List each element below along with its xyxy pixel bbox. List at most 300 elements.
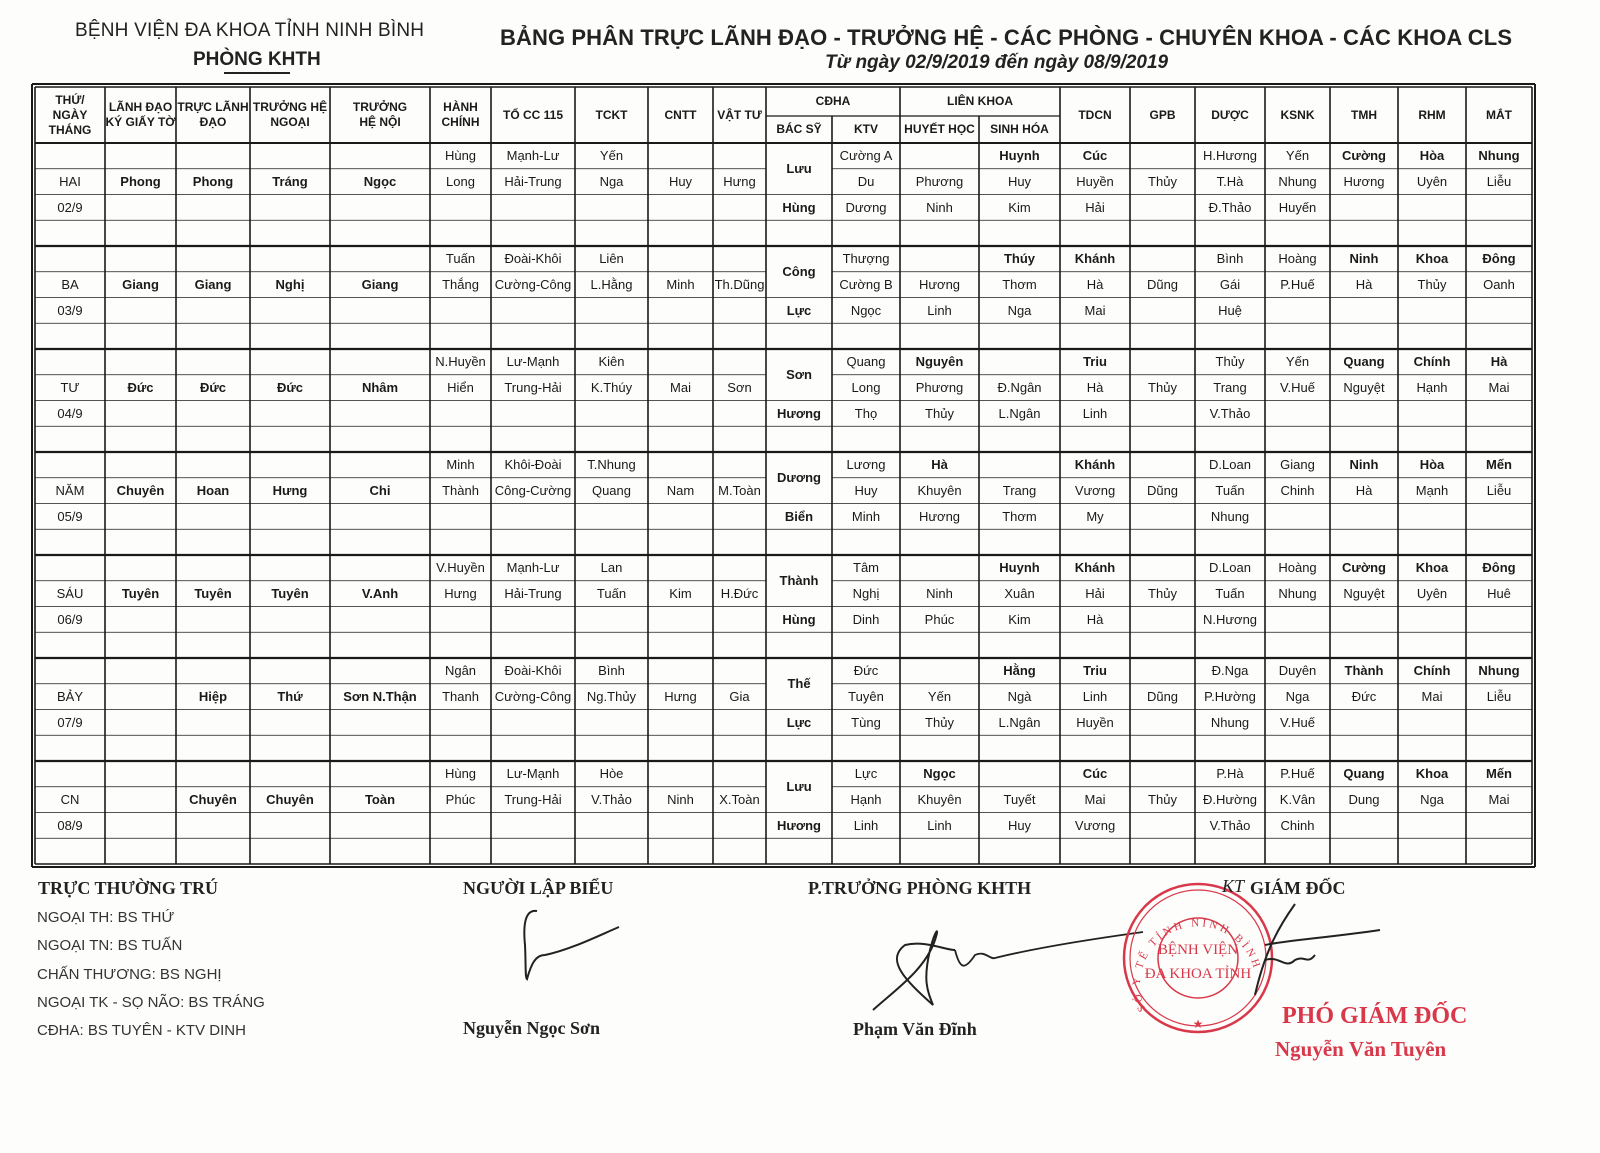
cell-tdcn: Linh	[1082, 689, 1108, 705]
cell-tmh: Thành	[1344, 663, 1384, 679]
cell-mat: Nhung	[1478, 663, 1520, 679]
cell-ksnk: Hoàng	[1278, 560, 1317, 576]
cell-lab-biochem: Thơm	[1002, 277, 1037, 293]
cell-rhm: Mai	[1421, 689, 1443, 705]
day-name: BA	[61, 277, 79, 293]
cell-lab-biochem: Kim	[1008, 199, 1031, 215]
cell-rhm: Nga	[1420, 792, 1444, 808]
cell-lab-hematology: Hà	[931, 457, 948, 473]
preparer-title: NGƯỜI LẬP BIỂU	[463, 878, 614, 898]
cell-leader-duty: Hoan	[196, 483, 230, 499]
cell-pharmacy: T.Hà	[1216, 174, 1244, 190]
cell-lab-biochem	[979, 761, 1060, 787]
cell-head-internal: Sơn N.Thận	[343, 689, 417, 705]
cell-ksnk	[1265, 401, 1330, 427]
cell-cdha-doctor: Công	[782, 264, 816, 280]
cell-head-internal: V.Anh	[361, 586, 399, 602]
cell-tdcn: Cúc	[1082, 148, 1108, 164]
cell-pharmacy: Nhung	[1210, 714, 1250, 730]
cell-pharmacy: Đ.Nga	[1211, 663, 1249, 679]
cell-gpb: Dũng	[1146, 277, 1179, 293]
cell-ksnk: Chinh	[1280, 817, 1315, 833]
cell-cntt: Nam	[666, 483, 695, 499]
cell-gpb: Thủy	[1148, 792, 1177, 808]
department-name: PHÒNG KHTH	[193, 49, 321, 70]
cell-gpb: Thủy	[1148, 174, 1177, 190]
cell-cc115: Cường-Công	[494, 689, 572, 705]
cell-tmh: Nguyệt	[1343, 586, 1385, 602]
cell-cc115: Lư-Mạnh	[506, 354, 560, 370]
cell-cntt: Hưng	[664, 689, 697, 705]
cell-lab-biochem: Huy	[1007, 817, 1032, 833]
cell-head-internal: Nhâm	[361, 380, 399, 396]
column-header-ksnk: KSNK	[1280, 107, 1315, 122]
column-group-lab: LIÊN KHOA	[947, 94, 1013, 108]
cell-lab-hematology: Nguyên	[915, 354, 964, 370]
deputy-head-name: Phạm Văn Đĩnh	[853, 1019, 977, 1039]
cell-cdha-ktv: Thọ	[854, 405, 878, 421]
cell-mat: Liễu	[1486, 174, 1512, 190]
cell-tckt: T.Nhung	[587, 457, 636, 473]
document-title: BẢNG PHÂN TRỰC LÃNH ĐẠO - TRƯỞNG HỆ - CÁC PHÒNG - CHUYÊN KHOA - CÁC KHOA CLS	[500, 25, 1513, 50]
day-date: 06/9	[57, 611, 83, 627]
cell-pharmacy: Tuấn	[1215, 586, 1245, 602]
cell-tmh: Cường	[1342, 560, 1386, 576]
cell-leader-duty: Đức	[199, 380, 227, 396]
cell-mat: Mến	[1486, 766, 1512, 782]
cell-tmh: Cường	[1342, 148, 1386, 164]
cell-lab-hematology: Phương	[915, 380, 964, 396]
cell-leader-sign	[105, 787, 176, 813]
cell-rhm: Thủy	[1417, 277, 1447, 293]
cell-cdha-ktv: Tuyên	[848, 689, 884, 705]
cell-lab-biochem	[979, 452, 1060, 478]
cell-tdcn: Mai	[1084, 792, 1106, 808]
cell-leader-duty: Chuyên	[189, 792, 237, 808]
cell-cdha-ktv: Ngọc	[850, 302, 882, 318]
cell-pharmacy: P.Hà	[1216, 766, 1244, 782]
cell-lab-biochem: Tuyết	[1003, 792, 1036, 808]
cell-lab-hematology	[900, 246, 979, 272]
resident-line: CĐHA: BS TUYÊN - KTV DINH	[37, 1022, 246, 1039]
stamp-center-line2: ĐA KHOA TỈNH	[1144, 966, 1252, 982]
director-title: GIÁM ĐỐC	[1250, 878, 1346, 898]
day-name: CN	[60, 792, 80, 808]
column-header-cdha-doctor: BÁC SỸ	[776, 122, 822, 136]
cell-lab-hematology: Ninh	[926, 199, 953, 215]
cell-gpb: Dũng	[1146, 483, 1179, 499]
cell-lab-hematology	[900, 658, 979, 684]
cell-lab-biochem: L.Ngân	[998, 714, 1041, 730]
cell-head-internal: Ngọc	[363, 174, 397, 190]
cell-rhm: Khoa	[1415, 766, 1449, 782]
cell-tmh: Hương	[1343, 174, 1385, 190]
cell-lab-biochem: L.Ngân	[998, 405, 1041, 421]
cell-cdha-ktv: Đức	[853, 663, 879, 679]
cell-tdcn: Vương	[1074, 483, 1116, 499]
column-header-cntt: CNTT	[664, 107, 697, 122]
cell-cntt: Huy	[668, 174, 693, 190]
cell-lab-hematology	[900, 143, 979, 169]
stamp-center-line1: BỆNH VIỆN	[1157, 942, 1239, 958]
cell-tckt: Nga	[599, 174, 624, 190]
cell-tdcn: Hà	[1086, 611, 1104, 627]
column-header-pharmacy: DƯỢC	[1211, 107, 1249, 122]
cell-cdha-ktv: Thượng	[842, 251, 890, 267]
cell-pharmacy: N.Hương	[1202, 611, 1258, 627]
hospital-name: BỆNH VIỆN ĐA KHOA TỈNH NINH BÌNH	[75, 20, 425, 41]
column-header-hematology: HUYẾT HỌC	[904, 122, 975, 136]
cell-cdha-ktv: Dinh	[852, 611, 880, 627]
cell-cc115: Mạnh-Lư	[506, 560, 560, 576]
cell-tdcn: Triu	[1083, 354, 1107, 370]
column-header-admin: HÀNH CHÍNH	[441, 100, 480, 129]
day-name: TƯ	[60, 380, 80, 396]
cell-mat: Liễu	[1486, 689, 1512, 705]
column-header-tdcn: TDCN	[1078, 107, 1112, 122]
cell-rhm: Mạnh	[1415, 483, 1449, 499]
cell-ksnk: Hoàng	[1278, 251, 1317, 267]
vice-director-name: Nguyễn Văn Tuyên	[1275, 1037, 1447, 1061]
cell-cdha-doctor: Lưu	[786, 161, 812, 177]
vice-director-title: PHÓ GIÁM ĐỐC	[1282, 1003, 1468, 1029]
cell-head-surgery: Tráng	[272, 174, 308, 190]
cell-lab-biochem	[979, 349, 1060, 375]
preparer-name: Nguyễn Ngọc Sơn	[463, 1018, 600, 1038]
cell-lab-hematology: Thủy	[925, 405, 954, 421]
cell-tmh: Ninh	[1349, 251, 1379, 267]
column-header-head-internal: TRƯỞNG HỆ NỘI	[352, 100, 408, 129]
cell-lab-hematology: Ngọc	[923, 766, 956, 782]
cell-cdha-doctor: Hùng	[782, 611, 816, 627]
cell-cdha-doctor: Thế	[787, 676, 811, 692]
cell-tdcn: Linh	[1082, 405, 1108, 421]
cell-tckt: Tuấn	[596, 586, 627, 602]
cell-mat: Mai	[1488, 380, 1510, 396]
cell-cdha-doctor: Hương	[777, 405, 821, 421]
cell-lab-hematology: Yến	[927, 689, 952, 705]
cell-tckt: Kiên	[598, 354, 625, 370]
cell-tdcn: Hải	[1085, 586, 1105, 602]
cell-pharmacy: Đ.Thảo	[1208, 199, 1252, 215]
director-signature	[1235, 900, 1385, 1000]
cell-head-surgery: Đức	[276, 380, 304, 396]
cell-tckt: Lan	[600, 560, 623, 576]
cell-cdha-doctor: Sơn	[786, 367, 812, 383]
cell-tdcn: Khánh	[1074, 560, 1116, 576]
cell-ksnk: P.Huế	[1280, 277, 1315, 293]
cell-cc115: Hải-Trung	[504, 586, 562, 602]
cell-lab-biochem: Nga	[1007, 302, 1032, 318]
column-header-tmh: TMH	[1351, 107, 1377, 122]
cell-mat: Huê	[1487, 586, 1511, 602]
cell-pharmacy: Trang	[1213, 380, 1247, 396]
cell-admin: Thanh	[442, 689, 479, 705]
cell-cntt: Minh	[666, 277, 695, 293]
cell-cdha-ktv: Dương	[845, 199, 887, 215]
cell-tdcn: Huyền	[1076, 714, 1114, 730]
cell-cc115: Khôi-Đoài	[504, 457, 562, 473]
cell-head-surgery: Thứ	[277, 689, 303, 705]
cell-tdcn: My	[1086, 508, 1104, 524]
cell-ksnk	[1265, 607, 1330, 633]
cell-leader-sign: Đức	[127, 380, 154, 396]
day-date: 07/9	[57, 714, 83, 730]
cell-admin: Thắng	[442, 277, 479, 293]
cell-tdcn: Mai	[1084, 302, 1106, 318]
cell-lab-biochem: Huynh	[999, 148, 1040, 164]
cell-admin: Hùng	[444, 148, 477, 164]
deputy-head-title: P.TRƯỞNG PHÒNG KHTH	[808, 878, 1032, 898]
cell-admin: Hưng	[444, 586, 477, 602]
cell-pharmacy: Đ.Hường	[1202, 792, 1258, 808]
cell-tmh: Hà	[1355, 277, 1373, 293]
column-header-cdha-ktv: KTV	[854, 122, 878, 136]
cell-rhm: Hòa	[1419, 148, 1445, 164]
cell-cdha-ktv: Long	[851, 380, 881, 396]
cell-pharmacy: V.Thảo	[1209, 405, 1251, 421]
cell-cdha-ktv: Minh	[851, 508, 881, 524]
cell-ksnk: Nga	[1285, 689, 1310, 705]
cell-admin: N.Huyền	[435, 354, 486, 370]
column-header-supplies: VẬT TƯ	[717, 107, 762, 122]
cell-admin: Minh	[446, 457, 475, 473]
column-header-head-surgery: TRƯỞNG HỆ NGOẠI	[252, 100, 328, 129]
cell-tmh: Quang	[1343, 766, 1385, 782]
cell-tdcn: Hà	[1086, 277, 1104, 293]
column-header-mat: MẮT	[1486, 107, 1512, 122]
cell-mat: Liễu	[1486, 483, 1512, 499]
cell-lab-hematology: Thủy	[925, 714, 954, 730]
resident-duty-title: TRỰC THƯỜNG TRÚ	[38, 878, 219, 898]
cell-tmh: Đức	[1351, 689, 1377, 705]
cell-lab-biochem: Trang	[1002, 483, 1037, 499]
cell-rhm: Khoa	[1415, 251, 1449, 267]
cell-lab-biochem: Kim	[1008, 611, 1031, 627]
cell-lab-hematology: Linh	[927, 817, 952, 833]
cell-ksnk: V.Huế	[1280, 380, 1315, 396]
cell-ksnk: Nhung	[1278, 174, 1317, 190]
cell-lab-hematology	[900, 555, 979, 581]
cell-cc115: Công-Cường	[494, 483, 572, 499]
cell-cdha-ktv: Tùng	[851, 714, 881, 730]
column-header-leader-sign: LÃNH ĐẠO KÝ GIẤY TỜ	[105, 100, 176, 129]
column-header-leader-duty: TRỰC LÃNH ĐẠO	[177, 100, 249, 129]
cell-lab-biochem: Xuân	[1004, 586, 1035, 602]
cell-tdcn: Triu	[1083, 663, 1107, 679]
cell-tckt: Liên	[599, 251, 624, 267]
cell-ksnk: Huyến	[1278, 199, 1317, 215]
column-header-biochem: SINH HÓA	[990, 122, 1049, 136]
cell-lab-hematology: Ninh	[926, 586, 953, 602]
cell-tckt: Hòe	[599, 766, 624, 782]
cell-rhm: Hòa	[1419, 457, 1445, 473]
cell-lab-hematology: Hương	[918, 508, 961, 524]
cell-tckt: K.Thúy	[590, 380, 633, 396]
cell-cc115: Cường-Công	[494, 277, 572, 293]
cell-ksnk: P.Huế	[1280, 766, 1315, 782]
cell-mat: Đông	[1482, 560, 1516, 576]
cell-cc115: Đoài-Khôi	[504, 663, 562, 679]
cell-tdcn: Huyền	[1076, 174, 1114, 190]
cell-lab-biochem: Thúy	[1003, 251, 1036, 267]
cell-tckt: Yến	[599, 148, 624, 164]
cell-cc115: Hải-Trung	[504, 174, 562, 190]
day-date: 08/9	[57, 817, 83, 833]
resident-line: NGOẠI TH: BS THỨ	[37, 909, 175, 926]
cell-supplies: H.Đức	[720, 586, 759, 602]
cell-cdha-doctor: Hùng	[782, 199, 816, 215]
cell-gpb: Thủy	[1148, 380, 1177, 396]
cell-leader-duty: Giang	[194, 277, 232, 293]
cell-cdha-ktv: Linh	[853, 817, 879, 833]
cell-admin: V.Huyền	[436, 560, 485, 576]
stamp-star-icon: ★	[1192, 1017, 1204, 1031]
cell-pharmacy: P.Hường	[1204, 689, 1256, 705]
cell-leader-duty: Hiệp	[198, 689, 228, 705]
cell-admin: Tuấn	[445, 251, 476, 267]
cell-admin: Hùng	[444, 766, 477, 782]
cell-cdha-ktv: Cường B	[839, 277, 893, 293]
column-group-cdha: CĐHA	[815, 94, 851, 108]
cell-head-internal: Toàn	[364, 792, 396, 808]
director-prefix: KT	[1222, 876, 1245, 896]
cell-head-internal: Chi	[369, 483, 391, 499]
cell-cdha-ktv: Cường A	[839, 148, 893, 164]
day-name: BẢY	[56, 689, 83, 705]
cell-admin: Long	[446, 174, 475, 190]
cell-cdha-ktv: Hạnh	[850, 792, 882, 808]
cell-lab-biochem: Huy	[1007, 174, 1032, 190]
cell-admin: Hiển	[447, 380, 474, 396]
cell-cdha-doctor: Lực	[786, 302, 812, 318]
resident-line: NGOẠI TN: BS TUẤN	[37, 937, 183, 954]
cell-cntt: Mai	[670, 380, 691, 396]
column-header-cc115: TỔ CC 115	[502, 107, 564, 122]
column-header-date: THỨ/ NGÀY THÁNG	[48, 92, 92, 137]
cell-cntt: Kim	[669, 586, 692, 602]
cell-tdcn: Cúc	[1082, 766, 1108, 782]
cell-admin: Thành	[442, 483, 479, 499]
cell-cdha-doctor: Dương	[777, 470, 821, 486]
day-name: SÁU	[56, 586, 84, 602]
cell-mat: Mai	[1488, 792, 1510, 808]
cell-ksnk: Chinh	[1280, 483, 1315, 499]
cell-head-surgery: Hưng	[272, 483, 308, 499]
cell-leader-sign: Giang	[122, 277, 159, 293]
cell-cdha-ktv: Du	[857, 174, 875, 190]
cell-ksnk: K.Vân	[1279, 792, 1316, 808]
cell-lab-biochem: Hằng	[1003, 663, 1036, 679]
cell-cc115: Lư-Mạnh	[506, 766, 560, 782]
cell-leader-duty: Tuyên	[194, 586, 232, 602]
cell-supplies: Th.Dũng	[714, 277, 765, 293]
column-header-rhm: RHM	[1418, 107, 1446, 122]
cell-supplies: Sơn	[727, 380, 752, 396]
cell-pharmacy: D.Loan	[1209, 560, 1251, 576]
cell-pharmacy: Gái	[1219, 277, 1241, 293]
cell-cdha-ktv: Quang	[846, 354, 886, 370]
cell-lab-hematology: Khuyên	[917, 792, 962, 808]
cell-cdha-ktv: Huy	[854, 483, 878, 499]
cell-tmh: Dung	[1348, 792, 1380, 808]
cell-tdcn: Hải	[1085, 199, 1105, 215]
preparer-signature	[515, 905, 635, 985]
cell-leader-sign	[105, 684, 176, 710]
cell-pharmacy: H.Hương	[1202, 148, 1258, 164]
cell-cdha-doctor: Hương	[777, 817, 821, 833]
cell-cdha-doctor: Lực	[786, 714, 812, 730]
cell-ksnk: Yến	[1285, 148, 1310, 164]
cell-lab-hematology: Hương	[918, 277, 961, 293]
cell-rhm: Uyên	[1416, 586, 1448, 602]
cell-cdha-ktv: Lương	[846, 457, 886, 473]
cell-supplies: M.Toàn	[718, 483, 761, 499]
column-header-tckt: TCKT	[595, 107, 628, 122]
cell-supplies: X.Toàn	[719, 792, 760, 808]
day-date: 05/9	[57, 508, 83, 524]
cell-head-internal: Giang	[361, 277, 399, 293]
cell-supplies: Hưng	[723, 174, 756, 190]
cell-leader-sign: Tuyên	[121, 586, 160, 602]
cell-tckt: Ng.Thủy	[586, 689, 637, 705]
cell-tckt: L.Hằng	[590, 277, 633, 293]
cell-cdha-doctor: Biển	[784, 508, 814, 524]
cell-rhm: Khoa	[1415, 560, 1449, 576]
cell-leader-duty: Phong	[192, 174, 234, 190]
cell-cdha-doctor: Lưu	[786, 779, 812, 795]
cell-lab-biochem: Đ.Ngân	[997, 380, 1042, 396]
cell-cc115: Trung-Hải	[504, 380, 562, 396]
cell-gpb: Dũng	[1146, 689, 1179, 705]
cell-cdha-ktv: Lực	[854, 766, 878, 782]
cell-pharmacy: Nhung	[1210, 508, 1250, 524]
cell-ksnk: Nhung	[1278, 586, 1317, 602]
cell-tmh: Nguyệt	[1343, 380, 1385, 396]
cell-lab-biochem: Huynh	[999, 560, 1040, 576]
cell-tmh: Ninh	[1349, 457, 1379, 473]
cell-tckt: Bình	[598, 663, 625, 679]
day-date: 03/9	[57, 302, 83, 318]
cell-tckt: V.Thảo	[591, 792, 632, 808]
cell-head-surgery: Chuyên	[266, 792, 314, 808]
cell-rhm: Uyên	[1416, 174, 1448, 190]
deputy-head-signature	[865, 910, 1145, 1020]
cell-pharmacy: Bình	[1216, 251, 1244, 267]
cell-cc115: Trung-Hải	[504, 792, 562, 808]
cell-cdha-doctor: Thành	[779, 573, 819, 589]
cell-pharmacy: Huệ	[1218, 302, 1242, 318]
cell-tdcn: Vương	[1074, 817, 1116, 833]
cell-lab-hematology: Phúc	[924, 611, 955, 627]
cell-cntt: Ninh	[667, 792, 694, 808]
cell-tdcn: Khánh	[1074, 251, 1116, 267]
cell-admin: Ngân	[444, 663, 477, 679]
date-range: Từ ngày 02/9/2019 đến ngày 08/9/2019	[825, 52, 1169, 73]
cell-mat: Mến	[1486, 457, 1512, 473]
cell-mat: Nhung	[1478, 148, 1520, 164]
day-date: 04/9	[57, 405, 83, 421]
cell-cc115: Đoài-Khôi	[504, 251, 562, 267]
cell-tckt: Quang	[591, 483, 632, 499]
cell-pharmacy: V.Thảo	[1209, 817, 1251, 833]
stamp-ring-text: SỞ Y TẾ TỈNH NINH BÌNH	[1130, 917, 1264, 1014]
cell-mat: Oanh	[1483, 277, 1515, 293]
cell-ksnk: Giang	[1280, 457, 1315, 473]
cell-ksnk	[1265, 504, 1330, 530]
cell-tdcn: Khánh	[1074, 457, 1116, 473]
cell-rhm: Hạnh	[1416, 380, 1448, 396]
